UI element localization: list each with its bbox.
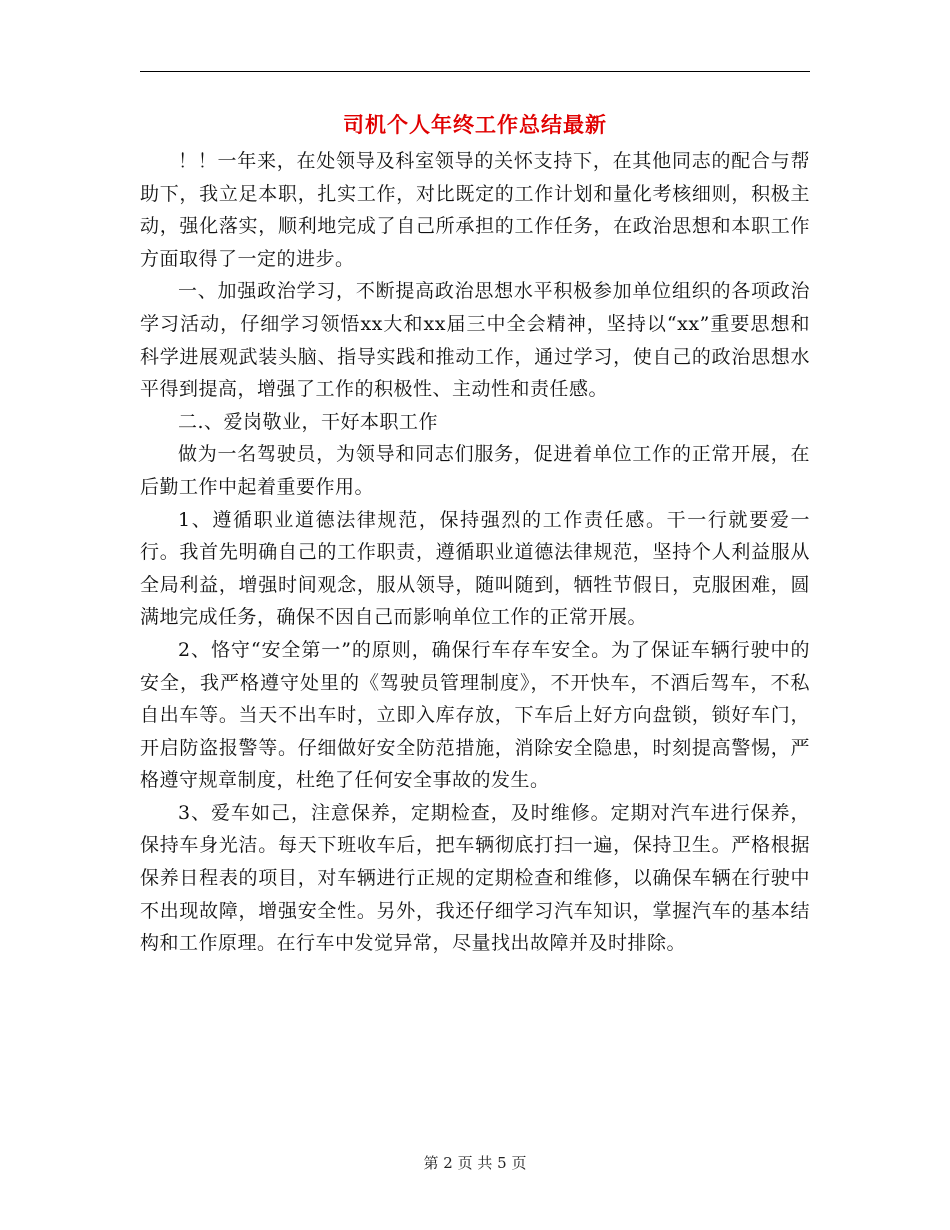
document-title: 司机个人年终工作总结最新 [343, 113, 607, 137]
paragraph-item-1: 1、遵循职业道德法律规范，保持强烈的工作责任感。干一行就要爱一行。我首先明确自己的工作职责，遵循职业道德法律规范，坚持个人利益服从全局利益，增强时间观念，服从领导，随叫随到，牺牲节假日，克服困难，圆满地完成任务，确保不因自己而影响单位工作的正常开展。 [140, 508, 810, 629]
paragraph-intro: ！！一年来，在处领导及科室领导的关怀支持下，在其他同志的配合与帮助下，我立足本职，扎实工作，对比既定的工作计划和量化考核细则，积极主动，强化落实，顺利地完成了自己所承担的工作任务，在政治思想和本职工作方面取得了一定的进步。 [140, 150, 810, 270]
paragraph-section-2-heading: 二.、爱岗敬业，干好本职工作 [178, 410, 439, 433]
paragraph-section-1: 一、加强政治学习，不断提高政治思想水平积极参加单位组织的各项政治学习活动，仔细学习领悟xx大和xx届三中全会精神，坚持以“xx”重要思想和科学进展观武装头脑、指导实践和推动工作，通过学习，使自己的政治思想水平得到提高，增强了工作的积极性、主动性和责任感。 [140, 280, 810, 401]
header-rule [140, 71, 810, 72]
paragraph-item-3: 3、爱车如己，注意保养，定期检查，及时维修。定期对汽车进行保养，保持车身光洁。每天下班收车后，把车辆彻底打扫一遍，保持卫生。严格根据保养日程表的项目，对车辆进行正规的定期检查和维修，以确保车辆在行驶中不出现故障，增强安全性。另外，我还仔细学习汽车知识，掌握汽车的基本结构和工作原理。在行车中发觉异常，尽量找出故障并及时排除。 [140, 801, 810, 955]
document-body [140, 145, 810, 960]
paragraph-section-2-intro: 做为一名驾驶员，为领导和同志们服务，促进着单位工作的正常开展，在后勤工作中起着重要作用。 [140, 443, 810, 498]
page-number: 第 2 页 共 5 页 [423, 1154, 527, 1172]
paragraph-item-2: 2、恪守“安全第一”的原则，确保行车存车安全。为了保证车辆行驶中的安全，我严格遵守处里的《驾驶员管理制度》，不开快车，不酒后驾车，不私自出车等。当天不出车时，立即入库存放，下车后上好方向盘锁，锁好车门，开启防盗报警等。仔细做好安全防范措施，消除安全隐患，时刻提高警惕，严格遵守规章制度，杜绝了任何安全事故的发生。 [140, 638, 810, 792]
